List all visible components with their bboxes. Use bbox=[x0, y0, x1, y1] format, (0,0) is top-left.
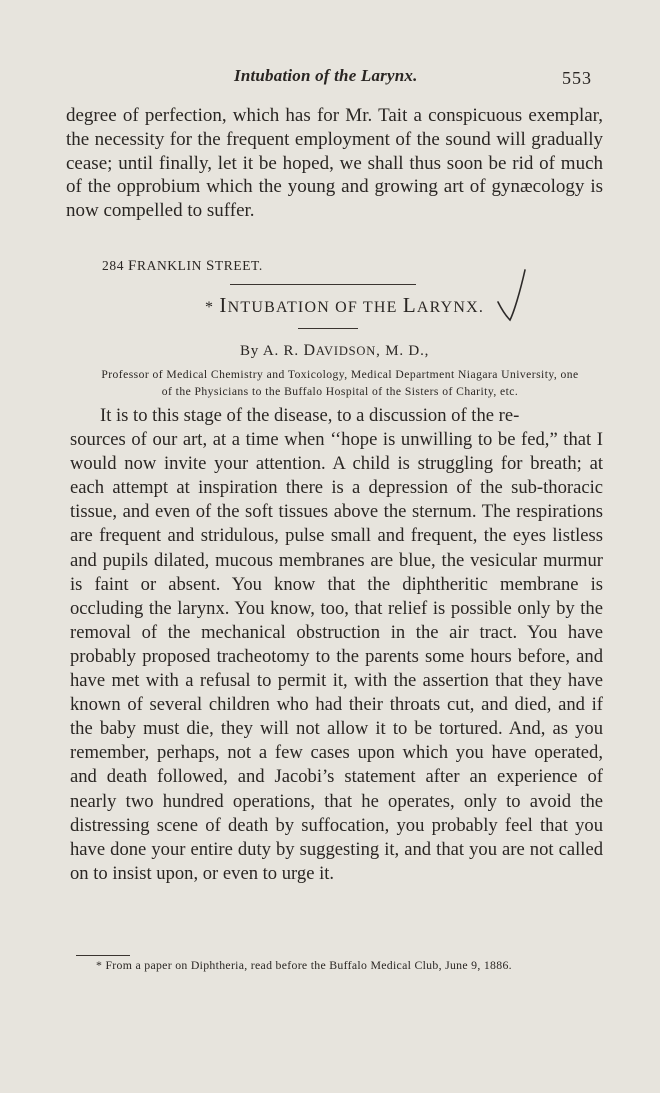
title-asterisk: * bbox=[205, 299, 215, 316]
body-text: sources of our art, at a time when ‘‘hope is unwilling to be fed,” that I would now invite your attention. A child is struggling for breath; at each attempt at inspiration there is a depression of the sub-thoracic tissue, and even of the soft tissues above the sternum. The respirations are frequent and stridulous, pulse small and frequent, the eyes listless and pupils dilated, mucous membranes are blue, the vesicular murmur is faint or absent. You know that the diphtheritic membrane is occluding the larynx. You know, too, that relief is possible only by the removal of the mechanical obstruction in the air tract. You have probably proposed tracheotomy to the parents some hours before, and have met with a refusal to permit it, with the assertion that they have known of several children who had their throats cut, and died, and if the baby must die, they will not allow it to be tortured. And, as you remember, perhaps, not a few cases upon which you have operated, and death followed, and Jacobi’s statement after an experience of nearly two hundred operations, that he operates, only to avoid the distressing scene of death by suffocation, you probably feel that you have done your entire duty by suggesting it, and that you are not called on to insist upon, or even to urge it. bbox=[70, 429, 603, 884]
title-word-1-rest: NTUBATION OF THE bbox=[227, 299, 398, 316]
street-address bbox=[102, 258, 263, 275]
address-word-2-rest: TREET. bbox=[214, 258, 263, 273]
address-word-1-rest: RANKLIN bbox=[137, 258, 202, 273]
body-paragraph bbox=[70, 404, 603, 886]
affiliation-line-1: Professor of Medical Chemistry and Toxicology, Medical Department Niagara University, one bbox=[101, 368, 579, 381]
byline bbox=[240, 342, 429, 360]
byline-surname-rest: AVIDSON bbox=[315, 344, 377, 358]
article-title bbox=[205, 293, 484, 318]
author-affiliation bbox=[72, 366, 608, 400]
intro-paragraph: degree of perfection, which has for Mr. Tait a conspicuous exemplar, the necessity for the frequent employment of the sound will gradually cease; until finally, let it be hoped, we shall thus soon be rid of much of the opprobium which the young and growing art of gynæcology is now compelled to suffer. bbox=[66, 105, 603, 222]
section-rule bbox=[230, 284, 416, 285]
byline-prefix: By A. R. bbox=[240, 343, 299, 359]
address-word-2-initial: S bbox=[205, 258, 215, 274]
address-word-1-initial: F bbox=[128, 258, 137, 274]
title-initial-i: I bbox=[219, 293, 228, 317]
footnote-rule bbox=[76, 955, 130, 956]
title-word-2-rest: ARYNX. bbox=[416, 299, 485, 316]
running-header bbox=[0, 64, 660, 94]
byline-suffix: , M. D., bbox=[376, 343, 430, 359]
byline-initial-d: D bbox=[303, 342, 316, 359]
address-number: 284 bbox=[102, 258, 125, 273]
page-number: 553 bbox=[562, 68, 592, 88]
body-first-line: It is to this stage of the disease, to a discussion of the re- bbox=[100, 405, 520, 426]
title-initial-l: L bbox=[402, 293, 417, 317]
running-title: Intubation of the Larynx. bbox=[234, 66, 418, 85]
title-rule bbox=[298, 328, 358, 329]
affiliation-line-2: of the Physicians to the Buffalo Hospital of the Sisters of Charity, etc. bbox=[161, 385, 519, 398]
handwritten-check-mark-icon bbox=[494, 268, 534, 326]
footnote: * From a paper on Diphtheria, read before the Buffalo Medical Club, June 9, 1886. bbox=[96, 958, 512, 972]
